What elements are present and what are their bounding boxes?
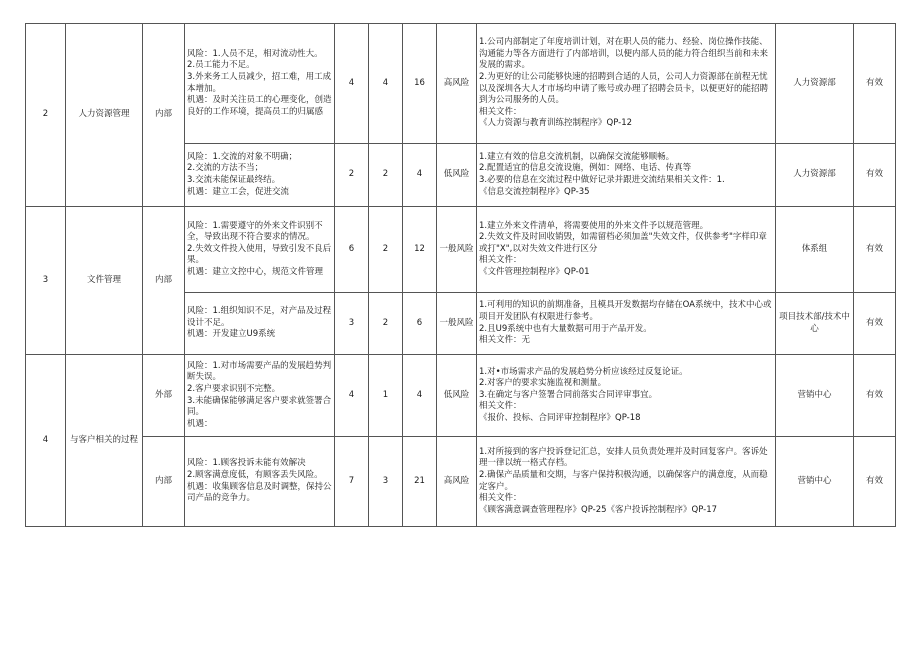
table-row [26, 355, 896, 437]
score-b: 1 [369, 355, 403, 437]
status-cell: 有效 [854, 207, 896, 293]
risk-opportunity-cell: 风险：1.顾客投诉未能有效解决 2.顾客满意度低，有顾客丢失风险。 机遇：收集顾客信息及时调整，保持公司产品的竞争力。 [185, 437, 335, 527]
table-row [26, 207, 896, 293]
risk-opportunity-cell: 风险：1.对市场需要产品的发展趋势判断失误。 2.客户要求识别不完整。 3.未能确保能够满足客户要求就签署合同。 机遇： [185, 355, 335, 437]
status-cell: 有效 [854, 24, 896, 144]
risk-score: 4 [403, 144, 437, 207]
score-b: 2 [369, 144, 403, 207]
risk-level: 高风险 [437, 24, 477, 144]
responsible-dept: 项目技术部/技术中心 [776, 293, 854, 355]
score-a: 7 [335, 437, 369, 527]
risk-opportunity-cell: 风险：1.交流的对象不明确； 2.交流的方法不当； 3.交流未能保证最终结。 机遇：建立工会，促进交流 [185, 144, 335, 207]
risk-score: 12 [403, 207, 437, 293]
risk-level: 高风险 [437, 437, 477, 527]
scope-cell: 外部 [143, 355, 185, 437]
score-b: 3 [369, 437, 403, 527]
scope-cell: 内部 [143, 24, 185, 207]
measures-cell: 1.建立有效的信息交流机制，以确保交流能够顺畅。 2.配置适宜的信息交流设施，例如：网络、电话、传真等 3.必要的信息在交流过程中做好记录并跟进交流结果相关文件：1. 《信息交流控制程序》QP-35 [477, 144, 776, 207]
risk-assessment-table [25, 23, 896, 527]
responsible-dept: 体系组 [776, 207, 854, 293]
table-row [26, 24, 896, 144]
risk-level: 一般风险 [437, 207, 477, 293]
score-b: 2 [369, 293, 403, 355]
row-number: 3 [26, 207, 66, 355]
status-cell: 有效 [854, 437, 896, 527]
risk-score: 4 [403, 355, 437, 437]
measures-cell: 1.公司内部制定了年度培训计划，对在职人员的能力、经验、岗位操作技能、沟通能力等各方面进行了内部培训，以便内部人员的能力符合组织当前和未来发展的需求。 2.为更好的让公司能够快速的招聘到合适的人员，公司人力资源部在前程无忧以及深圳各大人才市场均申请了账号或办理了招聘会员卡，以便更好的能招聘到为公司服务的人员。 相关文件： 《人力资源与教育训练控制程序》QP-12 [477, 24, 776, 144]
risk-opportunity-cell: 风险：1.组织知识不足，对产品及过程设计不足。 机遇：开发建立U9系统 [185, 293, 335, 355]
measures-cell: 1.对所接到的客户投诉登记汇总，安排人员负责处理并及时回复客户。客诉处理一律以统一格式存档。 2.确保产品质量和交期，与客户保持积极沟通，以确保客户的满意度，从而稳定客户。 相关文件： 《顾客满意调查管理程序》QP-25《客户投诉控制程序》QP-17 [477, 437, 776, 527]
risk-opportunity-cell: 风险：1.需要遵守的外来文件识别不全，导致出现不符合要求的情况。 2.失效文件投入使用，导致引发不良后果。 机遇：建立文控中心，规范文件管理 [185, 207, 335, 293]
score-a: 4 [335, 24, 369, 144]
risk-score: 21 [403, 437, 437, 527]
responsible-dept: 营销中心 [776, 355, 854, 437]
status-cell: 有效 [854, 293, 896, 355]
row-number: 2 [26, 24, 66, 207]
score-a: 4 [335, 355, 369, 437]
risk-level: 一般风险 [437, 293, 477, 355]
risk-level: 低风险 [437, 144, 477, 207]
measures-cell: 1.可利用的知识的前期准备，且模具开发数据均存储在OA系统中，技术中心或项目开发团队有权限进行参考。 2.且U9系统中也有大量数据可用于产品开发。 相关文件：无 [477, 293, 776, 355]
risk-opportunity-cell: 风险：1.人员不足，相对流动性大。 2.员工能力不足。 3.外来务工人员减少，招工难，用工成本增加。 机遇：及时关注员工的心理变化，创造良好的工作环境，提高员工的归属感 [185, 24, 335, 144]
responsible-dept: 人力资源部 [776, 24, 854, 144]
score-a: 2 [335, 144, 369, 207]
table-row [26, 437, 896, 527]
score-b: 4 [369, 24, 403, 144]
measures-cell: 1.建立外来文件清单，将需要使用的外来文件予以规范管理。 2.失效文件及时回收销毁，如需留档必须加盖"失效文件，仅供参考"字样印章或打"X",以对失效文件进行区分 相关文件： 《文件管理控制程序》QP-01 [477, 207, 776, 293]
row-number: 4 [26, 355, 66, 527]
process-name: 人力资源管理 [66, 24, 143, 207]
score-a: 3 [335, 293, 369, 355]
scope-cell: 内部 [143, 437, 185, 527]
process-name: 与客户相关的过程 [66, 355, 143, 527]
responsible-dept: 人力资源部 [776, 144, 854, 207]
measures-cell: 1.对•市场需求产品的发展趋势分析应该经过反复论证。 2.对客户的要求实施监视和测量。 3.在确定与客户签署合同前落实合同评审事宜。 相关文件： 《报价、投标、合同评审控制程序》QP-18 [477, 355, 776, 437]
risk-score: 16 [403, 24, 437, 144]
scope-cell: 内部 [143, 207, 185, 355]
status-cell: 有效 [854, 144, 896, 207]
process-name: 文件管理 [66, 207, 143, 355]
responsible-dept: 营销中心 [776, 437, 854, 527]
status-cell: 有效 [854, 355, 896, 437]
risk-level: 低风险 [437, 355, 477, 437]
score-a: 6 [335, 207, 369, 293]
risk-score: 6 [403, 293, 437, 355]
score-b: 2 [369, 207, 403, 293]
